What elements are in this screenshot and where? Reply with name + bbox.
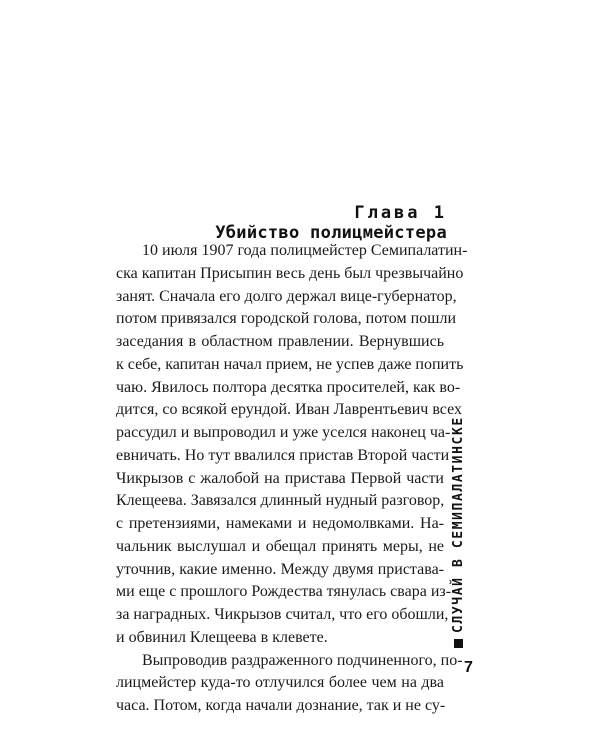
text-line: ми еще с прошлого Рождества тянулась свара из- [116, 583, 452, 601]
text-line: за наградных. Чикрызов считал, что его обошли, [116, 606, 449, 623]
text-line: часа. Потом, когда начали дознание, так и не су- [116, 697, 446, 714]
text-line: Чикрызов с жалобой на пристава Первой части [116, 469, 444, 487]
text-line: рассудил и выпроводил и уже уселся наконец ча- [116, 424, 451, 441]
chapter-heading [215, 203, 447, 243]
text-line: чальник выслушал и обещал принять меры, не [116, 537, 444, 555]
text-line: ска капитан Присыпин весь день был чрезвычайно [116, 264, 464, 282]
text-line: занят. Сначала его долго держал вице-губернатор, [116, 287, 457, 305]
square-bullet-icon [454, 639, 463, 648]
text-line: к себе, капитан начал прием, не успев даже попить [116, 355, 464, 373]
text-line: с претензиями, намеками и недомолвками. На- [116, 515, 444, 532]
text-line: лицмейстер куда-то отлучился более чем на два [116, 674, 444, 692]
running-title-text: СЛУЧАЙ В СЕМИПАЛАТИНСКЕ [451, 416, 466, 633]
text-line: Выпроводив раздраженного подчиненного, по- [142, 651, 463, 669]
text-line: потом привязался городской голова, потом пошли [116, 310, 457, 328]
page-number: 7 [464, 659, 473, 676]
text-line: евничать. Но тут ввалился пристав Второй части [116, 446, 450, 464]
chapter-title: Убийство полицмейстера [215, 223, 447, 243]
text-line: уточнив, какие именно. Между двумя пристава- [116, 560, 444, 578]
chapter-number: Глава 1 [354, 203, 447, 223]
text-line: заседания в областном правлении. Вернувшись [116, 333, 444, 350]
text-line: 10 июля 1907 года полицмейстер Семипалатин- [142, 242, 468, 259]
text-line: и обвинил Клещеева в клевете. [116, 628, 328, 646]
text-line: дится, со всякой ерундой. Иван Лаврентьевич всех [116, 401, 462, 419]
text-line: чаю. Явилось полтора десятка просителей, как во- [116, 378, 461, 396]
running-title [451, 416, 466, 648]
text-line: Клещеева. Завязался длинный нудный разговор, [116, 492, 445, 510]
